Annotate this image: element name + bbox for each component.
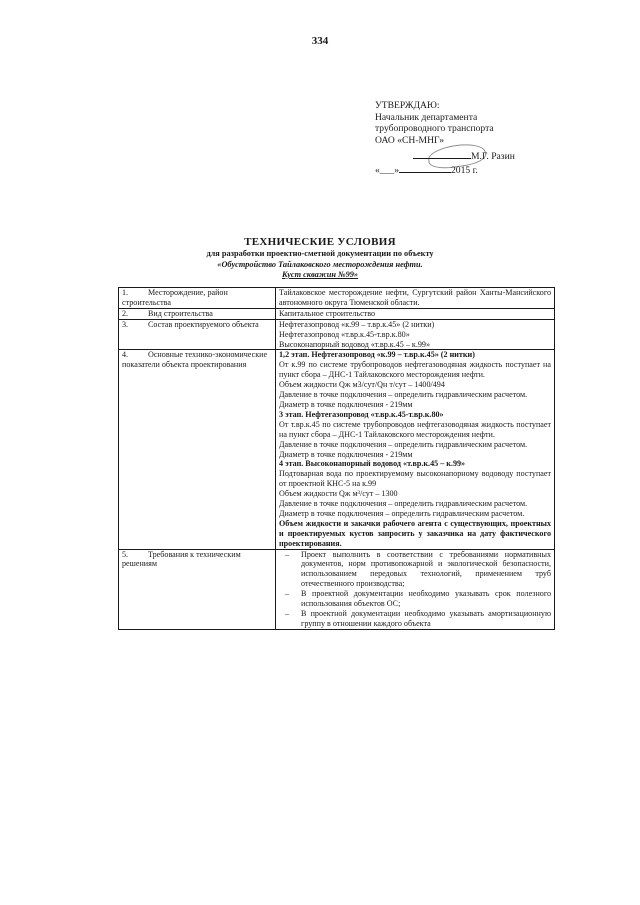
list-item: – В проектной документации необходимо указывать срок полезного использования объектов ОС;	[279, 589, 551, 609]
row-number: 3.	[122, 319, 129, 329]
stage-text: От к.99 по системе трубопроводов нефтегазоводяная жидкость поступает на пункт сбора – ДНС-1 Тайлаковского месторождения нефти.	[279, 360, 551, 380]
row-label-cell	[119, 319, 276, 350]
table-row	[119, 350, 555, 549]
stage-text: Давление в точке подключения – определить гидравлическим расчетом.	[279, 499, 528, 509]
row-number: 1.	[122, 288, 129, 297]
row-label-cell	[119, 288, 276, 309]
spec-table	[118, 287, 555, 630]
approval-date-day: «___»	[375, 164, 399, 176]
list-item: – В проектной документации необходимо указывать амортизационную группу в отношении каждого объекта	[279, 609, 551, 629]
object-item: Нефтегазопровод «т.вр.к.45-т.вр.к.80»	[279, 329, 410, 339]
stage-text: Давление в точке подключения – определить гидравлическим расчетом.	[279, 439, 528, 449]
document-subtitle: для разработки проектно-сметной документации по объекту	[206, 249, 434, 258]
document-heading	[0, 236, 640, 281]
object-item: Высоконапорный водовод «т.вр.к.45 – к.99»	[279, 339, 431, 349]
stage-heading: 3 этап. Нефтегазопровод «т.вр.к.45-т.вр.к.80»	[279, 409, 444, 419]
list-item: – Проект выполнить в соответствии с требованиями нормативных документов, норм противопожарной и экологической безопасности, использованием передовых технологий, применением труб отечественного производства;	[279, 550, 551, 590]
row-label-cell	[119, 308, 276, 319]
stage-text: Диаметр в точке подключения – определить гидравлическим расчетом.	[279, 508, 525, 518]
row-label: Основные технико-экономические показатели объекта проектирования	[122, 350, 268, 370]
row-value: Тайлаковское месторождение нефти, Сургутский район Ханты-Мансийского автономного округа Тюменской области.	[276, 288, 555, 309]
stage-text: Давление в точке подключения – определить гидравлическим расчетом.	[279, 390, 528, 400]
row-value-cell	[276, 549, 555, 629]
requirements-list	[279, 550, 551, 629]
approval-date-year: 2015 г.	[450, 164, 478, 176]
row-value-cell	[276, 319, 555, 350]
stage-heading: 4 этап. Высоконапорный водовод «т.вр.к.45 – к.99»	[279, 459, 466, 469]
row-label-cell	[119, 350, 276, 549]
row-label: Месторождение, район строительства	[122, 288, 228, 307]
row-label: Вид строительства	[148, 308, 213, 318]
approval-position: Начальник департамента	[375, 111, 478, 123]
document-title: ТЕХНИЧЕСКИЕ УСЛОВИЯ	[244, 236, 396, 248]
stage-note: Объем жидкости и закачки рабочего агента с существующих, проектных и проектируемых кустов запросить у заказчика на дату фактического проектирования.	[279, 518, 551, 548]
approval-company: ОАО «СН-МНГ»	[375, 134, 445, 146]
stage-text: Диаметр в точке подключения - 219мм	[279, 399, 413, 409]
row-number: 2.	[122, 308, 129, 318]
row-value: Капитальное строительство	[276, 308, 555, 319]
stage-heading: 1,2 этап. Нефтегазопровод «к.99 – т.вр.к.45» (2 нитки)	[279, 350, 475, 360]
approval-signer: М.Г. Разин	[471, 151, 515, 163]
table-row	[119, 288, 555, 309]
row-label: Состав проектируемого объекта	[148, 319, 259, 329]
row-value-cell	[276, 350, 555, 549]
table-row	[119, 549, 555, 629]
approval-department: трубопроводного транспорта	[375, 123, 494, 135]
row-label-cell	[119, 549, 276, 629]
stage-text: Объем жидкости Qж м3/сут/Qн т/сут – 1400/494	[279, 380, 445, 390]
table-row	[119, 319, 555, 350]
date-line	[399, 163, 451, 173]
stage-text: Объем жидкости Qж м³/сут – 1300	[279, 489, 398, 499]
row-number: 4.	[122, 350, 129, 360]
approval-title: УТВЕРЖДАЮ:	[375, 100, 440, 111]
approval-block	[375, 100, 575, 177]
page-number: 334	[311, 35, 329, 47]
stage-text: Диаметр в точке подключения - 219мм	[279, 449, 413, 459]
object-item: Нефтегазопровод «к.99 – т.вр.к.45» (2 нитки)	[279, 319, 435, 329]
table-row	[119, 308, 555, 319]
row-number: 5.	[122, 549, 129, 559]
row-label: Требования к техническим решениям	[122, 549, 241, 569]
stage-text: Подтоварная вода по проектируемому высоконапорному водоводу поступает от проектной КНС-5 на к.99	[279, 469, 551, 489]
stage-text: От т.вр.к.45 по системе трубопроводов нефтегазоводяная жидкость поступает на пункт сбора – ДНС-1 Тайлаковского месторождения нефти.	[279, 419, 551, 439]
document-object: «Обустройство Тайлаковского месторождения нефти.	[217, 259, 423, 269]
document-cluster: Куст скважин №99»	[281, 270, 359, 279]
